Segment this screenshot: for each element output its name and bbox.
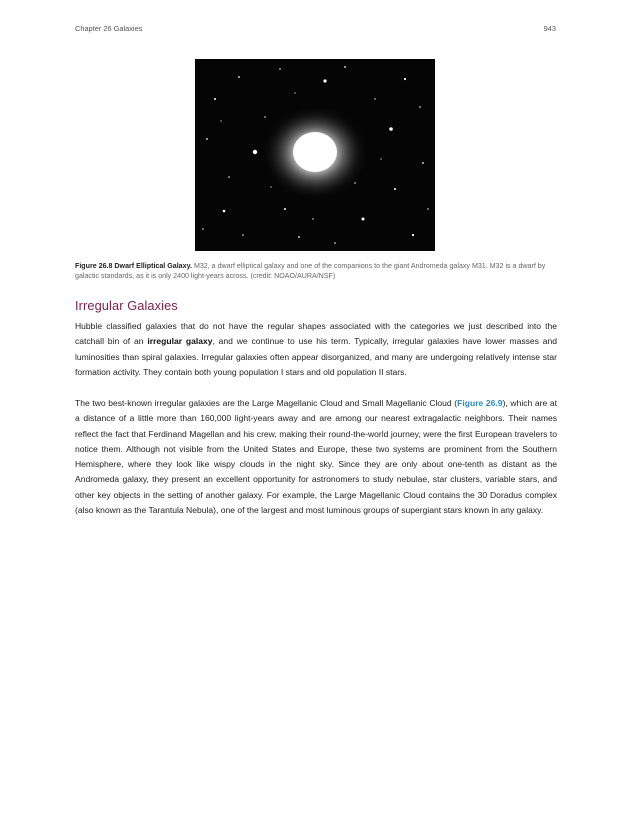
page-number: 943 — [543, 23, 556, 33]
figure-26-9-link[interactable]: Figure 26.9 — [457, 398, 503, 408]
galaxy-photo-svg — [195, 59, 435, 251]
running-header — [75, 22, 556, 34]
paragraph2-text-start: The two best-known irregular galaxies are the Large Magellanic Cloud and Small Magellanic Cloud ( — [75, 398, 458, 408]
paragraph1-text-start: Hubble classified galaxies that do not have the regular shapes associated with the categories we just described into the catchall bin of an — [75, 321, 557, 347]
figure-caption-text: M32, a dwarf elliptical galaxy and one of the companions to the giant Andromeda galaxy M31. M32 is a dwarf by galactic standards, as it is only 2400 light-years across. (credit: NOAO/AURA/NSF) — [75, 262, 546, 280]
paragraph1-text-end: , and we continue to use his term. Typically, irregular galaxies have lower masses and luminosities than spiral galaxies. Irregular galaxies often appear disorganized, and many are undergoing relatively intense star formation activity. They contain both young population I stars and old population II stars. — [75, 336, 557, 377]
figure-caption — [75, 262, 557, 281]
figure-label: Figure 26.8 Dwarf Elliptical Galaxy. — [75, 262, 192, 270]
key-term-irregular-galaxy: irregular galaxy — [147, 336, 213, 347]
section-title: Irregular Galaxies — [75, 298, 178, 313]
galaxy-core — [293, 132, 337, 172]
chapter-title: Chapter 26 Galaxies — [75, 23, 143, 33]
paragraph-magellanic-clouds — [75, 396, 557, 518]
galaxy-photo — [195, 59, 435, 251]
paragraph2-text-end: ), which are at a distance of a little more than 160,000 light-years away and are among our nearest extragalactic neighbors. Their names reflect the fact that Ferdinand Magellan and his crew, making their round-the-world journey, were the first European travelers to notice them. Although not visible from the United States and Europe, these two systems are prominent from the Southern Hemisphere, where they look like wispy clouds in the night sky. Since they are only about one-tenth as distant as the Andromeda galaxy, they present an excellent opportunity for astronomers to study nebulae, star clusters, variable stars, and other key objects in the setting of another galaxy. For example, the Large Magellanic Cloud contains the 30 Doradus complex (also known as the Tarantula Nebula), one of the largest and most luminous groups of supergiant stars known in any galaxy. — [75, 398, 557, 516]
paragraph-irregular-galaxies — [75, 319, 557, 380]
